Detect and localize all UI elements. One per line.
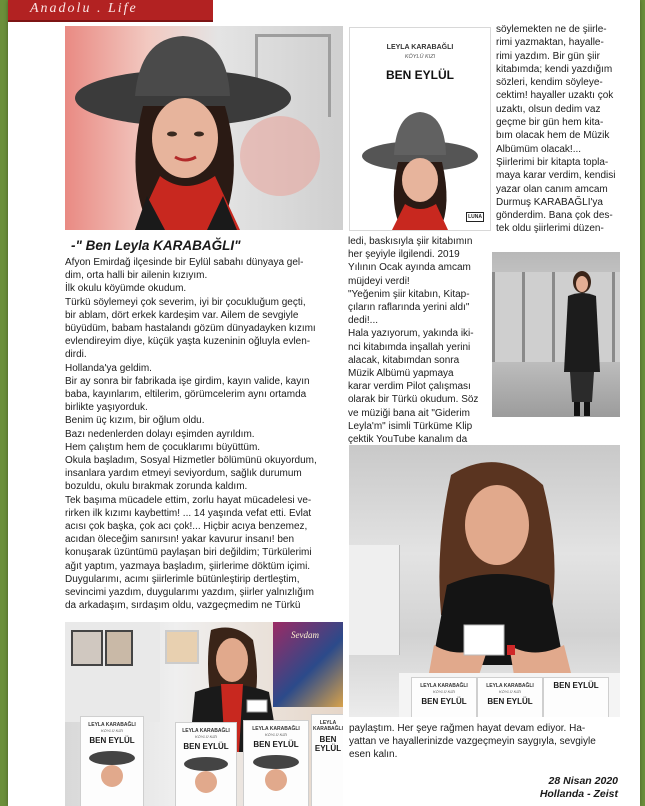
text-line: sözleri, kendim söyleye- <box>496 77 603 89</box>
text-line: söylemekten ne de şiirle- <box>496 24 607 35</box>
text-line: Bir ay sonra bir fabrikada işe girdim, kayın valide, kayın <box>65 375 310 387</box>
text-line: olarak bir Türkü okudum. Söz <box>348 394 479 406</box>
text-line: ve müziği bana ait "Giderim <box>348 407 470 419</box>
publisher-logo: LUNA <box>468 214 482 220</box>
stand-book-3: LEYLA KARABAĞLI KÖYLÜ KIZI BEN EYLÜL <box>243 720 309 806</box>
text-line: bım olacak hem de Müzik <box>496 130 610 142</box>
text-line: tek oldu şiirlerimi düzen- <box>496 223 604 235</box>
text-line: bozuldu, okulu bırakmak zorunda kaldım. <box>65 481 248 493</box>
stand-book-1: LEYLA KARABAĞLI KÖYLÜ KIZI BEN EYLÜL <box>80 716 144 806</box>
text-line: her şeyiyle ilgilendi. 2019 <box>348 249 460 261</box>
text-line: karar verdim Pilot çalışması <box>348 381 471 393</box>
text-line: Hollanda'ya geldim. <box>65 362 152 374</box>
portrait-photo-hat <box>65 26 343 230</box>
text-line: ledi, baskısıyla şiir kitabımın <box>348 236 473 247</box>
text-line: çıların raflarında yerini aldı" <box>348 302 470 314</box>
text-line: Okula başladım, Sosyal Hizmetler bölümünü okuyordum, <box>65 455 317 467</box>
book-cover-photo <box>349 27 491 231</box>
text-line: geçme bir gün hem kita- <box>496 117 604 129</box>
text-line: ağıt yaptım, yazmaya başladım, şiirlerime döktüm içimi. <box>65 560 311 572</box>
text-line: alacak, kitabımdan sonra <box>348 354 460 366</box>
book-cover-subtitle: KÖYLÜ KIZI <box>404 54 436 60</box>
event-banner-text: Sevdam <box>291 630 319 640</box>
text-line: acıdan öleceğim sanırsın! yakar kavurur insanı! ben <box>65 534 295 546</box>
text-line: sevincimi yazdım, duygularımı yazdım, şiirler yalnızlığım <box>65 587 314 599</box>
text-line: kitabımda; kendi yazdığım <box>496 63 613 75</box>
right-column-bottom-text <box>349 722 634 762</box>
text-line: Hala yazıyorum, yakında iki- <box>348 328 474 340</box>
woman-hat-illustration <box>65 26 343 230</box>
text-line: uzaktı, olsun dedim vaz <box>496 103 601 115</box>
text-line: çektik YouTube kanalım da <box>348 434 468 446</box>
magazine-header <box>8 0 213 22</box>
text-line: birlikte yaşıyorduk. <box>65 402 148 414</box>
text-line: dim, orta halli bir ailenin kızıyım. <box>65 270 208 282</box>
text-line: gönderdim. Bana çok des- <box>496 210 613 222</box>
text-line: bir ablam, dört erkek kardeşim var. Ailem de sevgiyle <box>65 309 299 321</box>
text-line: esen kalın. <box>349 749 398 761</box>
dateline-place: Hollanda - Zeist <box>539 788 618 800</box>
text-line: rirken ilk kızımı kaybettim! ... 14 yaşında vefat etti. Evlat <box>65 507 312 519</box>
text-line: Yılının Ocak ayında amcam <box>348 262 471 274</box>
text-line: dedi!... <box>348 315 379 327</box>
right-column-top-text <box>496 23 636 236</box>
text-line: yazar olan canım amcam <box>496 183 608 195</box>
text-line: evlendireyim diye, küçük yaşta kuzeninin oğluyla evlen- <box>65 336 311 348</box>
text-line: yattan ve hayallerinizde vazgeçmeyin saygıyla, sevgiyle <box>349 736 596 748</box>
table-book-1: LEYLA KARABAĞLI KÖYLÜ KIZI BEN EYLÜL <box>411 677 477 717</box>
text-line: da arkadaşım, sırdaşım oldu, vazgeçmedim ne Türkü <box>65 600 301 612</box>
standing-woman-illustration <box>492 252 620 417</box>
right-column-mid-text <box>348 235 496 446</box>
text-line: Afyon Emirdağ ilçesinde bir Eylül sabahı dünyaya gel- <box>65 257 304 268</box>
text-line: nci kitabımda inşallah yerini <box>348 341 471 353</box>
text-line: Şiirlerimi bir kitapta topla- <box>496 156 609 168</box>
book-cover-title: BEN EYLÜL <box>385 68 454 82</box>
text-line: paylaştım. Her şeye rağmen hayat devam ediyor. Ha- <box>349 723 586 734</box>
text-line: Benim üç kızım, bir oğlum oldu. <box>65 415 205 427</box>
text-line: baba, kayınlarım, eltilerim, görümcelerim aynı ortamda <box>65 389 307 401</box>
text-line: acısı çok başka, çok acı çok!... Hiçbir acıya benzemez, <box>65 521 308 533</box>
left-column-text <box>65 256 350 612</box>
dateline <box>540 775 618 801</box>
text-line: Müzik Albümü yapmaya <box>348 368 454 380</box>
text-line: dirdi. <box>65 349 87 361</box>
book-stand-photo <box>65 622 343 806</box>
stand-book-2: LEYLA KARABAĞLI KÖYLÜ KIZI BEN EYLÜL <box>175 722 237 806</box>
book-cover-author: LEYLA KARABAĞLI <box>386 44 454 51</box>
text-line: büyüdüm, babam hastalandı gözüm dünyadayken kızımı <box>65 323 316 335</box>
text-line: "Yeğenim şiir kitabın, Kitap- <box>348 288 470 300</box>
text-line: Bazı nedenlerden dolayı eşimden ayrıldım. <box>65 428 255 440</box>
magazine-page <box>8 0 640 806</box>
standing-woman-photo <box>492 252 620 417</box>
text-line: Tek başıma mücadele ettim, zorlu hayat mücadelesi ve- <box>65 494 312 506</box>
text-line: maya karar verdim, kendisi <box>496 170 616 182</box>
text-line: cektim! hayaller uzaktı çok <box>496 90 614 102</box>
text-line: Türkü söylemeyi çok severim, iyi bir çocukluğum geçti, <box>65 296 306 308</box>
text-line: Durmuş KARABAĞLI'ya <box>496 196 603 208</box>
text-line: rimi yazdım. Bir gün şiir <box>496 50 600 62</box>
table-book-2: LEYLA KARABAĞLI KÖYLÜ KIZI BEN EYLÜL <box>477 677 543 717</box>
text-line: insanlara yardım etmeyi seviyordum, sağlık durumum <box>65 468 302 480</box>
stand-book-4: LEYLA KARABAĞLI BEN EYLÜL <box>311 714 343 806</box>
text-line: konuşarak üzüntümü paylaşan biri değildim; Türkülerimi <box>65 547 312 559</box>
text-line: İlk okulu köyümde okudum. <box>65 283 187 295</box>
book-cover-portrait <box>350 100 490 230</box>
dateline-date: 28 Nisan 2020 <box>548 775 618 787</box>
text-line: Albümüm olacak!... <box>496 143 582 155</box>
text-line: Leyla'm" isimli Türküme Klip <box>348 420 473 432</box>
table-book-3: BEN EYLÜL <box>543 677 609 717</box>
text-line: rimi yazmaktan, hayalle- <box>496 37 604 49</box>
magazine-name: Anadolu . Life <box>30 1 138 16</box>
text-line: müjdeyi verdi! <box>348 275 410 287</box>
article-byline: -" Ben Leyla KARABAĞLI" <box>71 238 241 253</box>
book-signing-photo <box>349 445 620 717</box>
text-line: Duygularımı, acımı şiirlerimle bütünleştirip dertleştim, <box>65 573 300 585</box>
text-line: Hem çalıştım hem de çocuklarımı büyüttüm. <box>65 441 261 453</box>
